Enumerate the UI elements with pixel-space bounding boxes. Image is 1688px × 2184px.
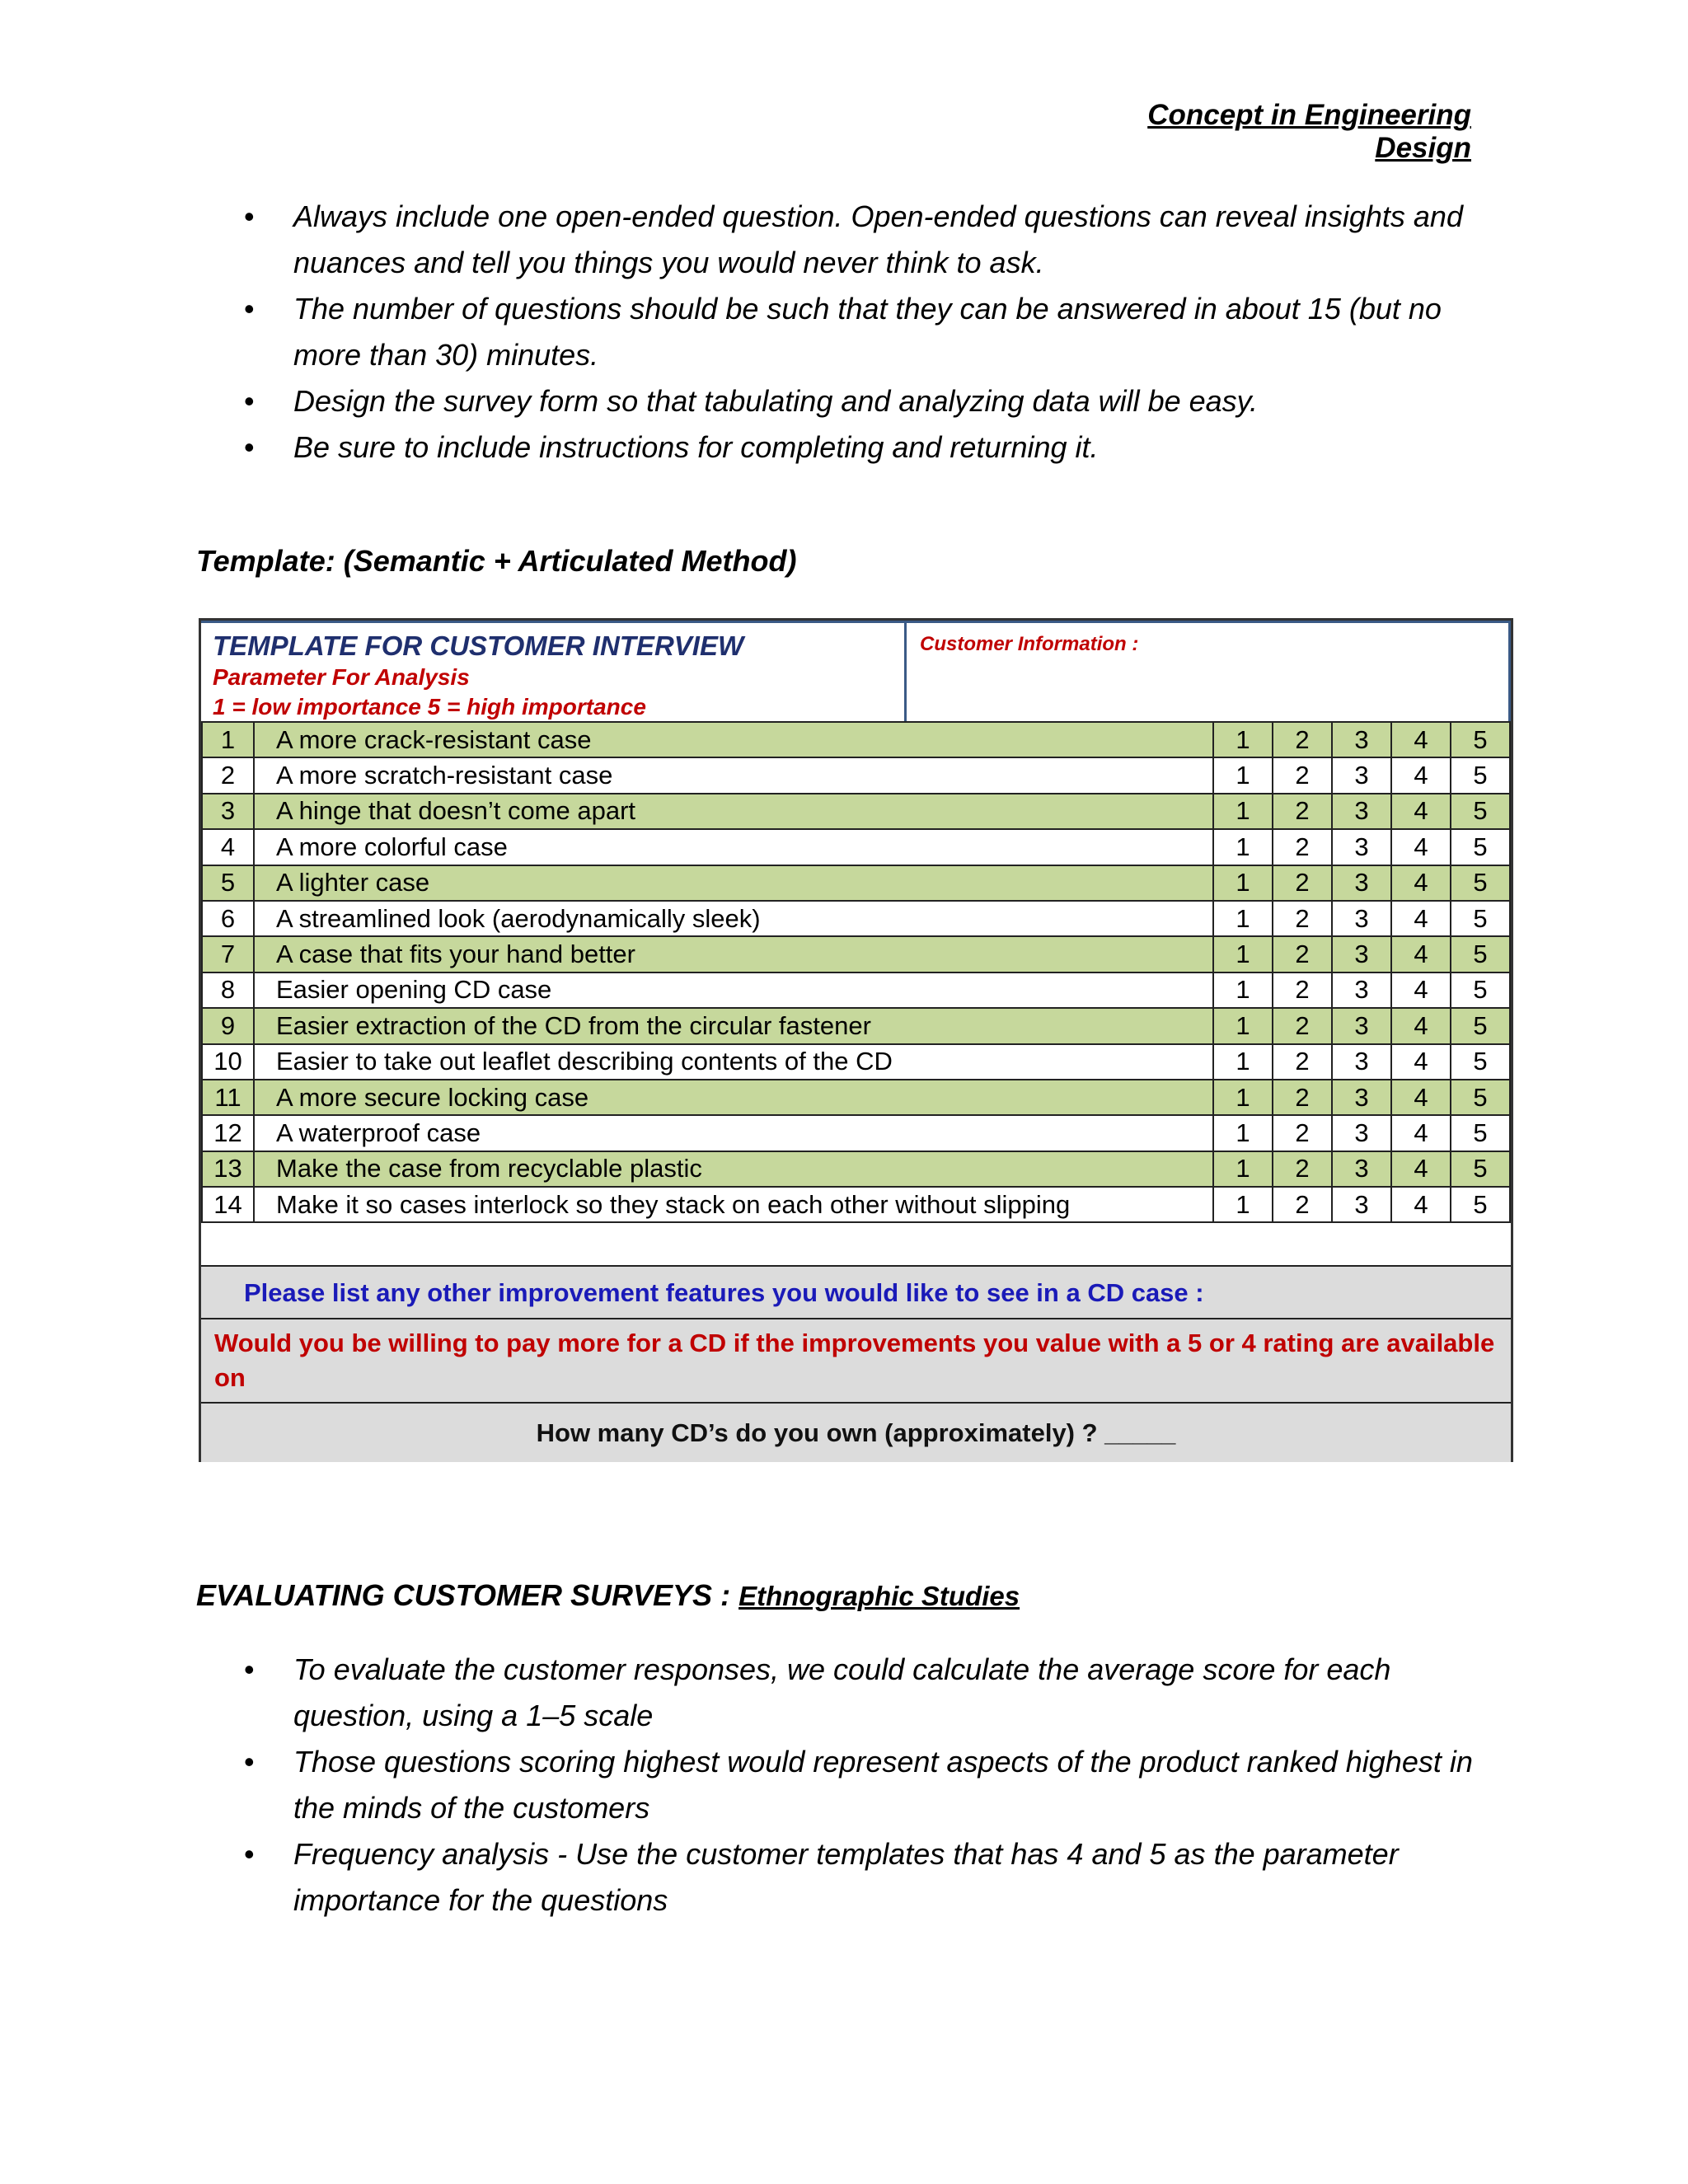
rating-option-3[interactable]: 3 (1332, 722, 1391, 757)
table-row (202, 722, 1510, 757)
evaluation-bullet-list (198, 1647, 1484, 1924)
rating-option-2[interactable]: 2 (1273, 901, 1332, 936)
rating-option-1[interactable]: 1 (1213, 1044, 1273, 1080)
rating-option-1[interactable]: 1 (1213, 901, 1273, 936)
rating-option-2[interactable]: 2 (1273, 1044, 1332, 1080)
rating-option-4[interactable]: 4 (1391, 865, 1451, 901)
cd-count-prompt[interactable]: How many CD’s do you own (approximately) ? _____ (201, 1402, 1511, 1462)
table-row (202, 1044, 1510, 1080)
rating-option-3[interactable]: 3 (1332, 1187, 1391, 1222)
rating-option-4[interactable]: 4 (1391, 722, 1451, 757)
rating-option-3[interactable]: 3 (1332, 757, 1391, 793)
rating-option-3[interactable]: 3 (1332, 829, 1391, 865)
bullet-item: • Always include one open-ended question. Open-ended questions can reveal insights and nuances and tell you things you would never think to ask. (198, 194, 1484, 286)
row-number: 9 (202, 1008, 254, 1043)
row-number: 12 (202, 1115, 254, 1151)
evaluating-surveys-heading: EVALUATING CUSTOMER SURVEYS : Ethnographic Studies (196, 1578, 1020, 1612)
rating-option-5[interactable]: 5 (1451, 972, 1510, 1008)
rating-option-5[interactable]: 5 (1451, 1151, 1510, 1187)
template-title: TEMPLATE FOR CUSTOMER INTERVIEW (213, 630, 744, 661)
rating-option-2[interactable]: 2 (1273, 865, 1332, 901)
row-number: 2 (202, 757, 254, 793)
rating-option-3[interactable]: 3 (1332, 1151, 1391, 1187)
rating-option-4[interactable]: 4 (1391, 901, 1451, 936)
rating-option-5[interactable]: 5 (1451, 722, 1510, 757)
guideline-bullet-list (198, 194, 1484, 471)
table-row (202, 757, 1510, 793)
bullet-dot-icon: • (244, 1837, 255, 1871)
rating-option-3[interactable]: 3 (1332, 1115, 1391, 1151)
rating-option-1[interactable]: 1 (1213, 829, 1273, 865)
table-row (202, 1008, 1510, 1043)
rating-option-3[interactable]: 3 (1332, 1044, 1391, 1080)
row-parameter-label: Make it so cases interlock so they stack on each other without slipping (254, 1187, 1213, 1222)
table-row (202, 1115, 1510, 1151)
rating-option-2[interactable]: 2 (1273, 757, 1332, 793)
template-header (201, 621, 1511, 721)
other-features-prompt[interactable]: Please list any other improvement features you would like to see in a CD case : (201, 1265, 1511, 1318)
rating-option-2[interactable]: 2 (1273, 972, 1332, 1008)
table-row (202, 972, 1510, 1008)
rating-option-4[interactable]: 4 (1391, 1187, 1451, 1222)
bullet-dot-icon: • (244, 1652, 255, 1686)
bullet-item: • Those questions scoring highest would represent aspects of the product ranked highest in the minds of the customers (198, 1739, 1484, 1831)
parameter-table (201, 721, 1511, 1223)
rating-option-4[interactable]: 4 (1391, 1080, 1451, 1115)
rating-option-4[interactable]: 4 (1391, 1044, 1451, 1080)
rating-option-5[interactable]: 5 (1451, 1008, 1510, 1043)
rating-option-1[interactable]: 1 (1213, 1151, 1273, 1187)
bullet-item: • The number of questions should be such that they can be answered in about 15 (but no more than 30) minutes. (198, 286, 1484, 378)
template-header-left (201, 621, 907, 721)
rating-option-2[interactable]: 2 (1273, 1008, 1332, 1043)
row-parameter-label: Make the case from recyclable plastic (254, 1151, 1213, 1187)
rating-option-1[interactable]: 1 (1213, 1008, 1273, 1043)
customer-information-field[interactable] (907, 621, 1511, 721)
rating-option-5[interactable]: 5 (1451, 1080, 1510, 1115)
rating-option-2[interactable]: 2 (1273, 936, 1332, 972)
rating-option-1[interactable]: 1 (1213, 865, 1273, 901)
rating-option-1[interactable]: 1 (1213, 972, 1273, 1008)
rating-option-5[interactable]: 5 (1451, 936, 1510, 972)
table-row (202, 865, 1510, 901)
rating-option-2[interactable]: 2 (1273, 1151, 1332, 1187)
row-parameter-label: A lighter case (254, 865, 1213, 901)
rating-option-2[interactable]: 2 (1273, 1187, 1332, 1222)
bullet-item: • Be sure to include instructions for completing and returning it. (198, 424, 1484, 471)
rating-option-4[interactable]: 4 (1391, 936, 1451, 972)
row-parameter-label: Easier opening CD case (254, 972, 1213, 1008)
template-heading: Template: (Semantic + Articulated Method) (196, 544, 797, 578)
rating-option-2[interactable]: 2 (1273, 1115, 1332, 1151)
rating-option-5[interactable]: 5 (1451, 901, 1510, 936)
rating-option-4[interactable]: 4 (1391, 794, 1451, 829)
rating-option-1[interactable]: 1 (1213, 757, 1273, 793)
row-number: 14 (202, 1187, 254, 1222)
rating-option-4[interactable]: 4 (1391, 1151, 1451, 1187)
table-row (202, 1080, 1510, 1115)
pay-more-prompt[interactable]: Would you be willing to pay more for a CD if the improvements you value with a 5 or 4 rating are available on (201, 1318, 1511, 1402)
row-number: 10 (202, 1044, 254, 1080)
row-parameter-label: A hinge that doesn’t come apart (254, 794, 1213, 829)
rating-option-1[interactable]: 1 (1213, 936, 1273, 972)
rating-option-4[interactable]: 4 (1391, 1008, 1451, 1043)
rating-option-3[interactable]: 3 (1332, 865, 1391, 901)
rating-option-3[interactable]: 3 (1332, 1080, 1391, 1115)
table-row (202, 936, 1510, 972)
row-parameter-label: A case that fits your hand better (254, 936, 1213, 972)
rating-option-5[interactable]: 5 (1451, 757, 1510, 793)
bullet-item: • To evaluate the customer responses, we could calculate the average score for each question, using a 1–5 scale (198, 1647, 1484, 1739)
bullet-dot-icon: • (244, 199, 255, 233)
rating-option-2[interactable]: 2 (1273, 722, 1332, 757)
rating-option-4[interactable]: 4 (1391, 972, 1451, 1008)
table-row (202, 829, 1510, 865)
row-number: 1 (202, 722, 254, 757)
rating-option-1[interactable]: 1 (1213, 1187, 1273, 1222)
row-parameter-label: A streamlined look (aerodynamically sleek) (254, 901, 1213, 936)
rating-option-4[interactable]: 4 (1391, 1115, 1451, 1151)
customer-interview-template (199, 618, 1513, 1462)
row-parameter-label: A more secure locking case (254, 1080, 1213, 1115)
row-number: 3 (202, 794, 254, 829)
row-number: 13 (202, 1151, 254, 1187)
rating-option-2[interactable]: 2 (1273, 1080, 1332, 1115)
row-parameter-label: A more colorful case (254, 829, 1213, 865)
table-row (202, 1151, 1510, 1187)
bullet-dot-icon: • (244, 292, 255, 326)
rating-option-5[interactable]: 5 (1451, 1115, 1510, 1151)
rating-option-4[interactable]: 4 (1391, 757, 1451, 793)
scale-label: 1 = low importance 5 = high importance (213, 694, 646, 719)
bullet-dot-icon: • (244, 1745, 255, 1779)
bullet-dot-icon: • (244, 430, 255, 464)
row-number: 8 (202, 972, 254, 1008)
rating-option-5[interactable]: 5 (1451, 1044, 1510, 1080)
row-number: 7 (202, 936, 254, 972)
bullet-item: • Frequency analysis - Use the customer templates that has 4 and 5 as the parameter importance for the questions (198, 1831, 1484, 1924)
row-parameter-label: A waterproof case (254, 1115, 1213, 1151)
table-row (202, 1187, 1510, 1222)
rating-option-3[interactable]: 3 (1332, 901, 1391, 936)
rating-option-5[interactable]: 5 (1451, 794, 1510, 829)
row-number: 5 (202, 865, 254, 901)
row-parameter-label: Easier to take out leaflet describing contents of the CD (254, 1044, 1213, 1080)
rating-option-4[interactable]: 4 (1391, 829, 1451, 865)
table-row (202, 901, 1510, 936)
rating-option-5[interactable]: 5 (1451, 865, 1510, 901)
document-header-title: Concept in Engineering Design (1147, 99, 1471, 164)
rating-option-1[interactable]: 1 (1213, 794, 1273, 829)
customer-information-label: Customer Information : (920, 633, 1139, 655)
rating-option-3[interactable]: 3 (1332, 794, 1391, 829)
parameter-label: Parameter For Analysis (213, 664, 470, 690)
rating-option-1[interactable]: 1 (1213, 1080, 1273, 1115)
row-parameter-label: A more scratch-resistant case (254, 757, 1213, 793)
ethnographic-studies-subheading: Ethnographic Studies (738, 1581, 1020, 1611)
row-number: 4 (202, 829, 254, 865)
rating-option-3[interactable]: 3 (1332, 936, 1391, 972)
rating-option-2[interactable]: 2 (1273, 829, 1332, 865)
rating-option-1[interactable]: 1 (1213, 1115, 1273, 1151)
rating-option-5[interactable]: 5 (1451, 1187, 1510, 1222)
rating-option-3[interactable]: 3 (1332, 972, 1391, 1008)
row-parameter-label: Easier extraction of the CD from the circular fastener (254, 1008, 1213, 1043)
bullet-item: • Design the survey form so that tabulating and analyzing data will be easy. (198, 378, 1484, 424)
row-number: 6 (202, 901, 254, 936)
rating-option-2[interactable]: 2 (1273, 794, 1332, 829)
rating-option-3[interactable]: 3 (1332, 1008, 1391, 1043)
row-number: 11 (202, 1080, 254, 1115)
row-parameter-label: A more crack-resistant case (254, 722, 1213, 757)
rating-option-5[interactable]: 5 (1451, 829, 1510, 865)
rating-option-1[interactable]: 1 (1213, 722, 1273, 757)
table-row (202, 794, 1510, 829)
bullet-dot-icon: • (244, 384, 255, 418)
